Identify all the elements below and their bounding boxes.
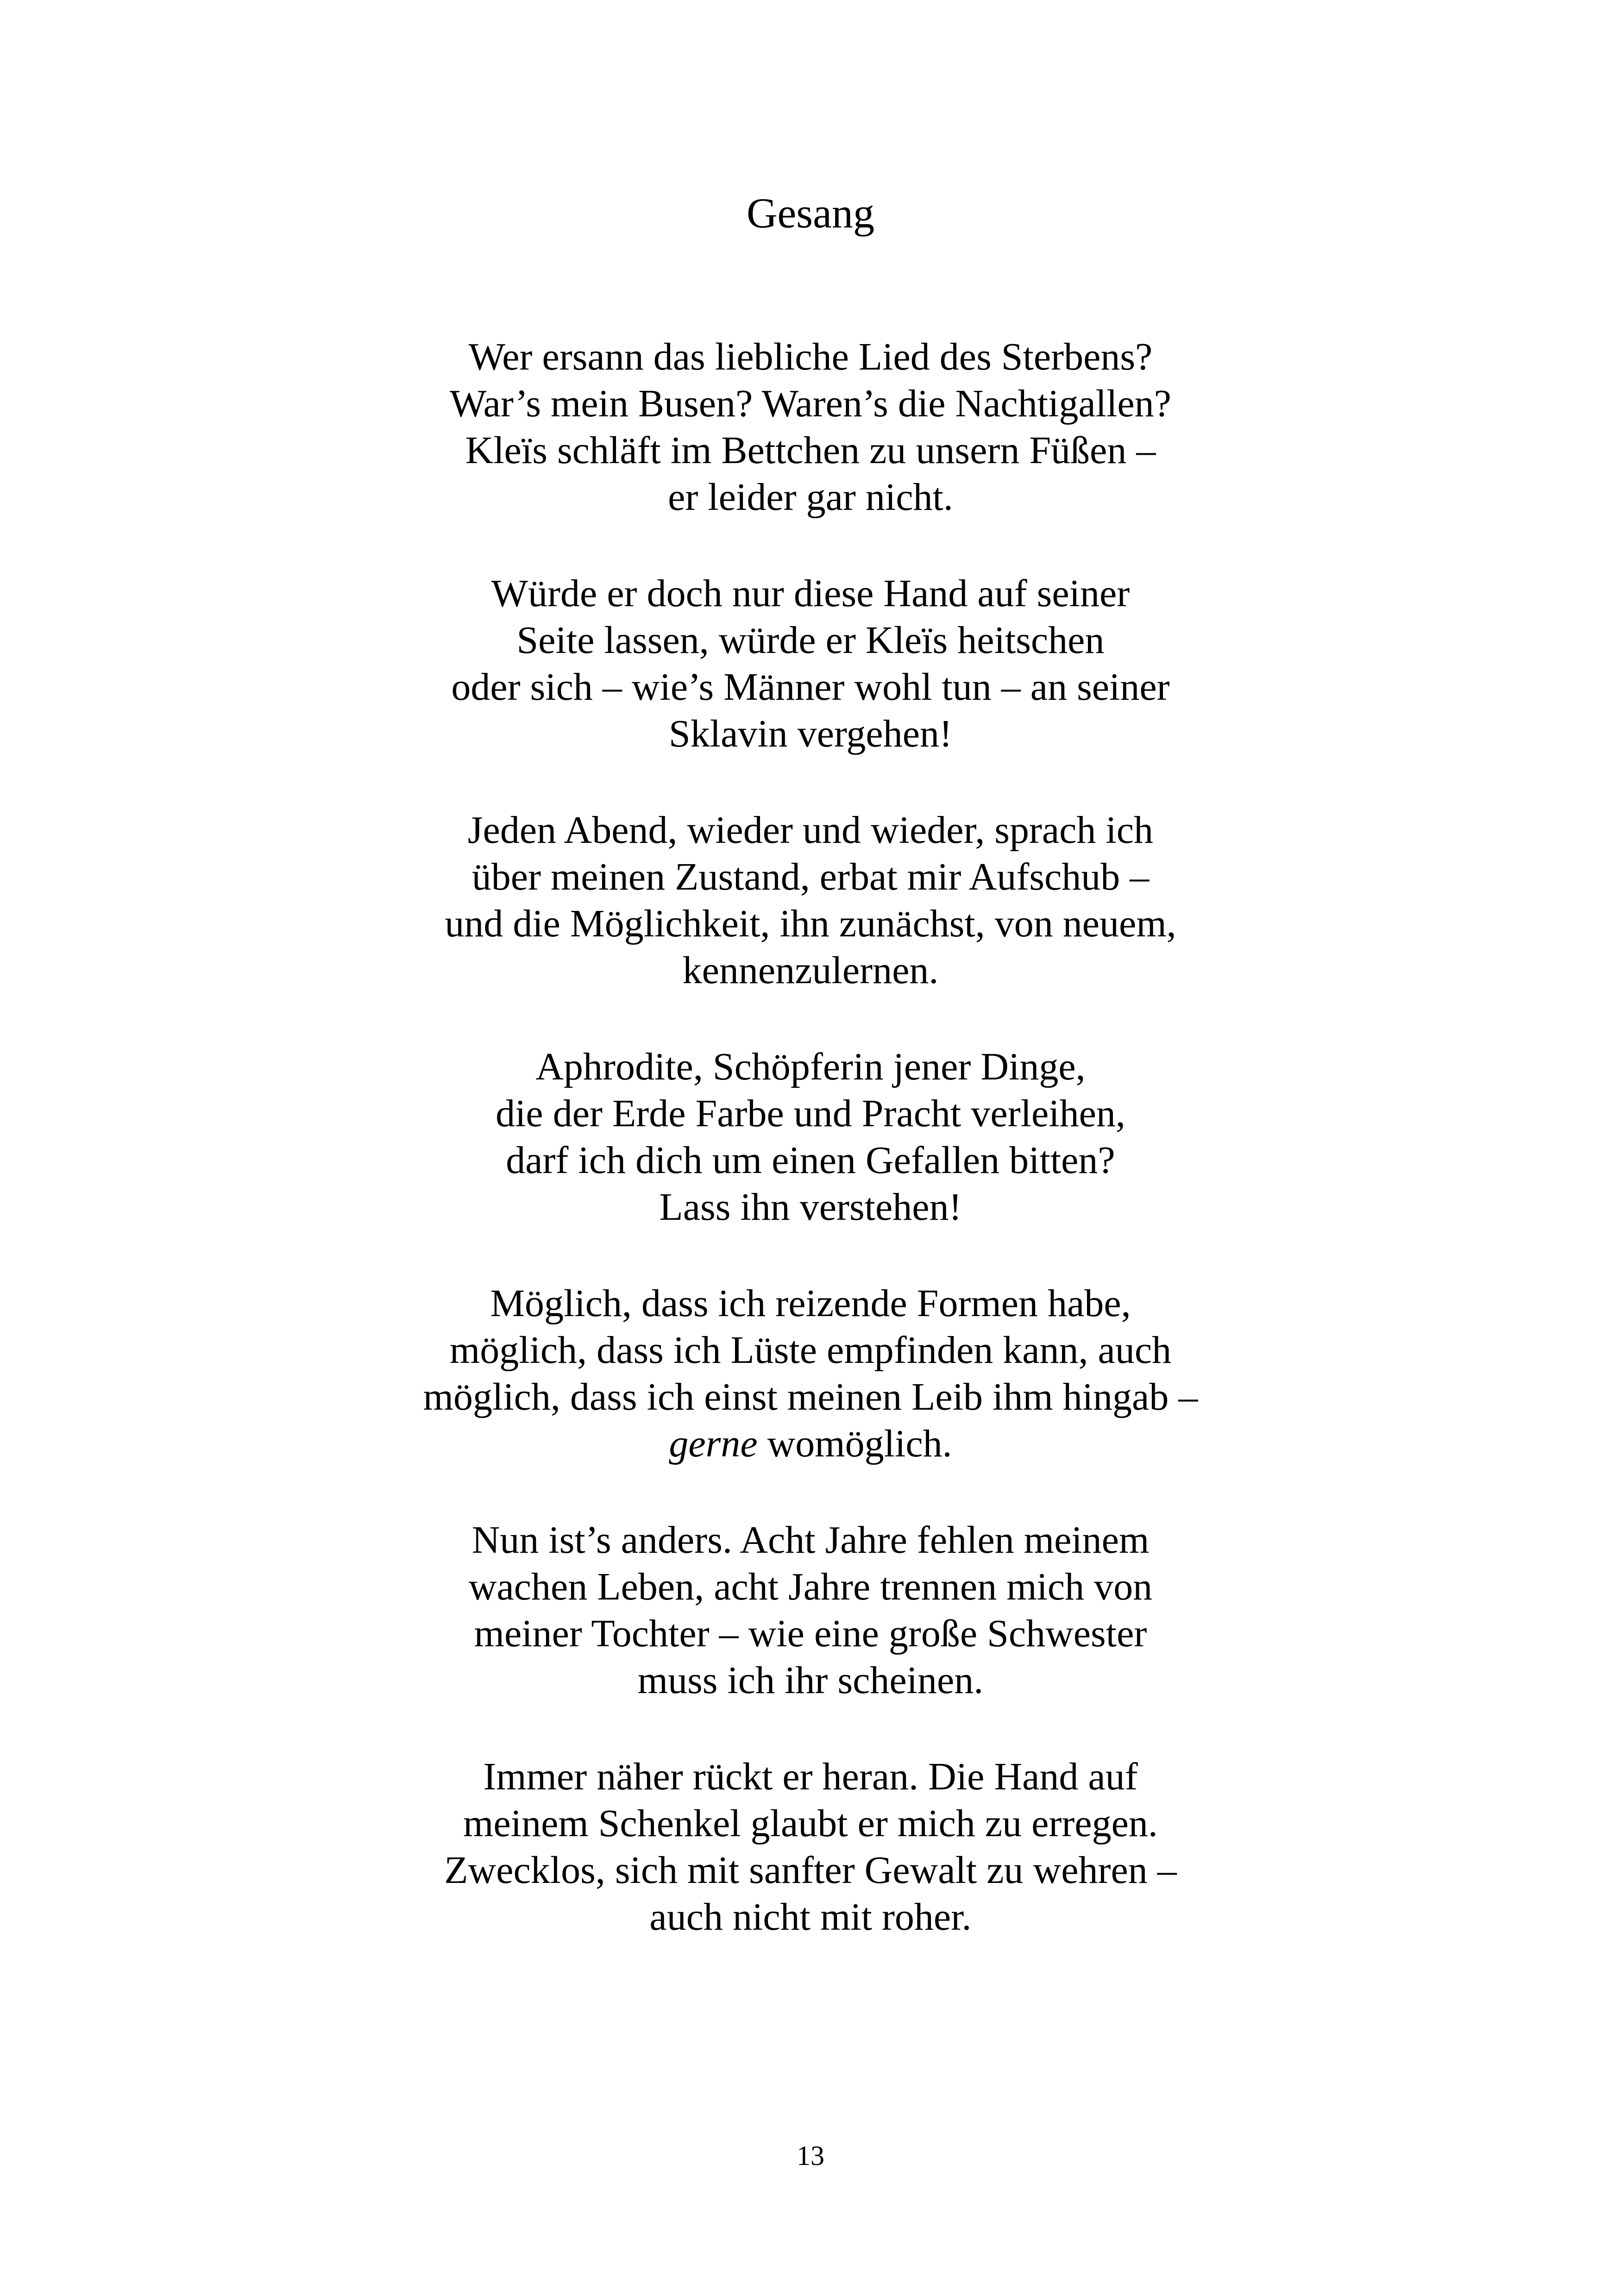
- line-remainder: womöglich.: [757, 1422, 952, 1465]
- poem-line: Würde er doch nur diese Hand auf seiner: [491, 572, 1130, 615]
- poem-line: möglich, dass ich einst meinen Leib ihm hingab –: [423, 1375, 1198, 1418]
- stanza-6: [0, 1517, 1621, 1704]
- poem-line: die der Erde Farbe und Pracht verleihen,: [496, 1092, 1125, 1135]
- stanza-1: [0, 333, 1621, 521]
- poem-line: Möglich, dass ich reizende Formen habe,: [490, 1282, 1131, 1325]
- poem-line: auch nicht mit roher.: [649, 1895, 972, 1938]
- poem-line: Seite lassen, würde er Kleïs heitschen: [516, 619, 1105, 662]
- poem-line: Nun ist’s anders. Acht Jahre fehlen meinem: [471, 1518, 1150, 1562]
- poem-line: meinem Schenkel glaubt er mich zu erregen.: [463, 1802, 1158, 1845]
- poem-line: Lass ihn verstehen!: [659, 1186, 962, 1229]
- poem-line: er leider gar nicht.: [668, 476, 953, 519]
- poem-line: Kleïs schläft im Bettchen zu unsern Füßen –: [465, 429, 1156, 472]
- stanza-7: [0, 1753, 1621, 1940]
- poem-line: kennenzulernen.: [682, 949, 939, 992]
- poem-line: und die Möglichkeit, ihn zunächst, von neuem,: [445, 902, 1176, 945]
- poem-line: möglich, dass ich Lüste empfinden kann, auch: [449, 1329, 1172, 1372]
- poem-line: Jeden Abend, wieder und wieder, sprach ich: [467, 809, 1154, 852]
- poem-line: Zwecklos, sich mit sanfter Gewalt zu wehren –: [444, 1849, 1177, 1892]
- stanza-5: [0, 1280, 1621, 1467]
- stanza-2: [0, 570, 1621, 757]
- poem-line: wachen Leben, acht Jahre trennen mich von: [468, 1565, 1153, 1608]
- stanza-3: [0, 807, 1621, 994]
- poem-line: über meinen Zustand, erbat mir Aufschub –: [471, 855, 1150, 898]
- poem-line: Wer ersann das liebliche Lied des Sterbens?: [468, 335, 1153, 378]
- poem-line: War’s mein Busen? Waren’s die Nachtigallen?: [450, 382, 1171, 425]
- poem-body: [0, 333, 1621, 1990]
- poem-line: meiner Tochter – wie eine große Schwester: [474, 1612, 1147, 1655]
- poem-line: oder sich – wie’s Männer wohl tun – an seiner: [451, 665, 1170, 709]
- page-number: 13: [797, 2140, 824, 2171]
- poem-line: darf ich dich um einen Gefallen bitten?: [506, 1139, 1115, 1182]
- poem-line: muss ich ihr scheinen.: [637, 1659, 984, 1702]
- poem-line: Sklavin vergehen!: [669, 712, 952, 755]
- poem-title: Gesang: [747, 189, 874, 237]
- poem-line-mixed: [0, 1420, 1621, 1467]
- emphasized-word: gerne: [669, 1422, 758, 1465]
- stanza-4: [0, 1043, 1621, 1230]
- poem-line: Aphrodite, Schöpferin jener Dinge,: [535, 1045, 1086, 1088]
- poem-line: Immer näher rückt er heran. Die Hand auf: [483, 1755, 1138, 1798]
